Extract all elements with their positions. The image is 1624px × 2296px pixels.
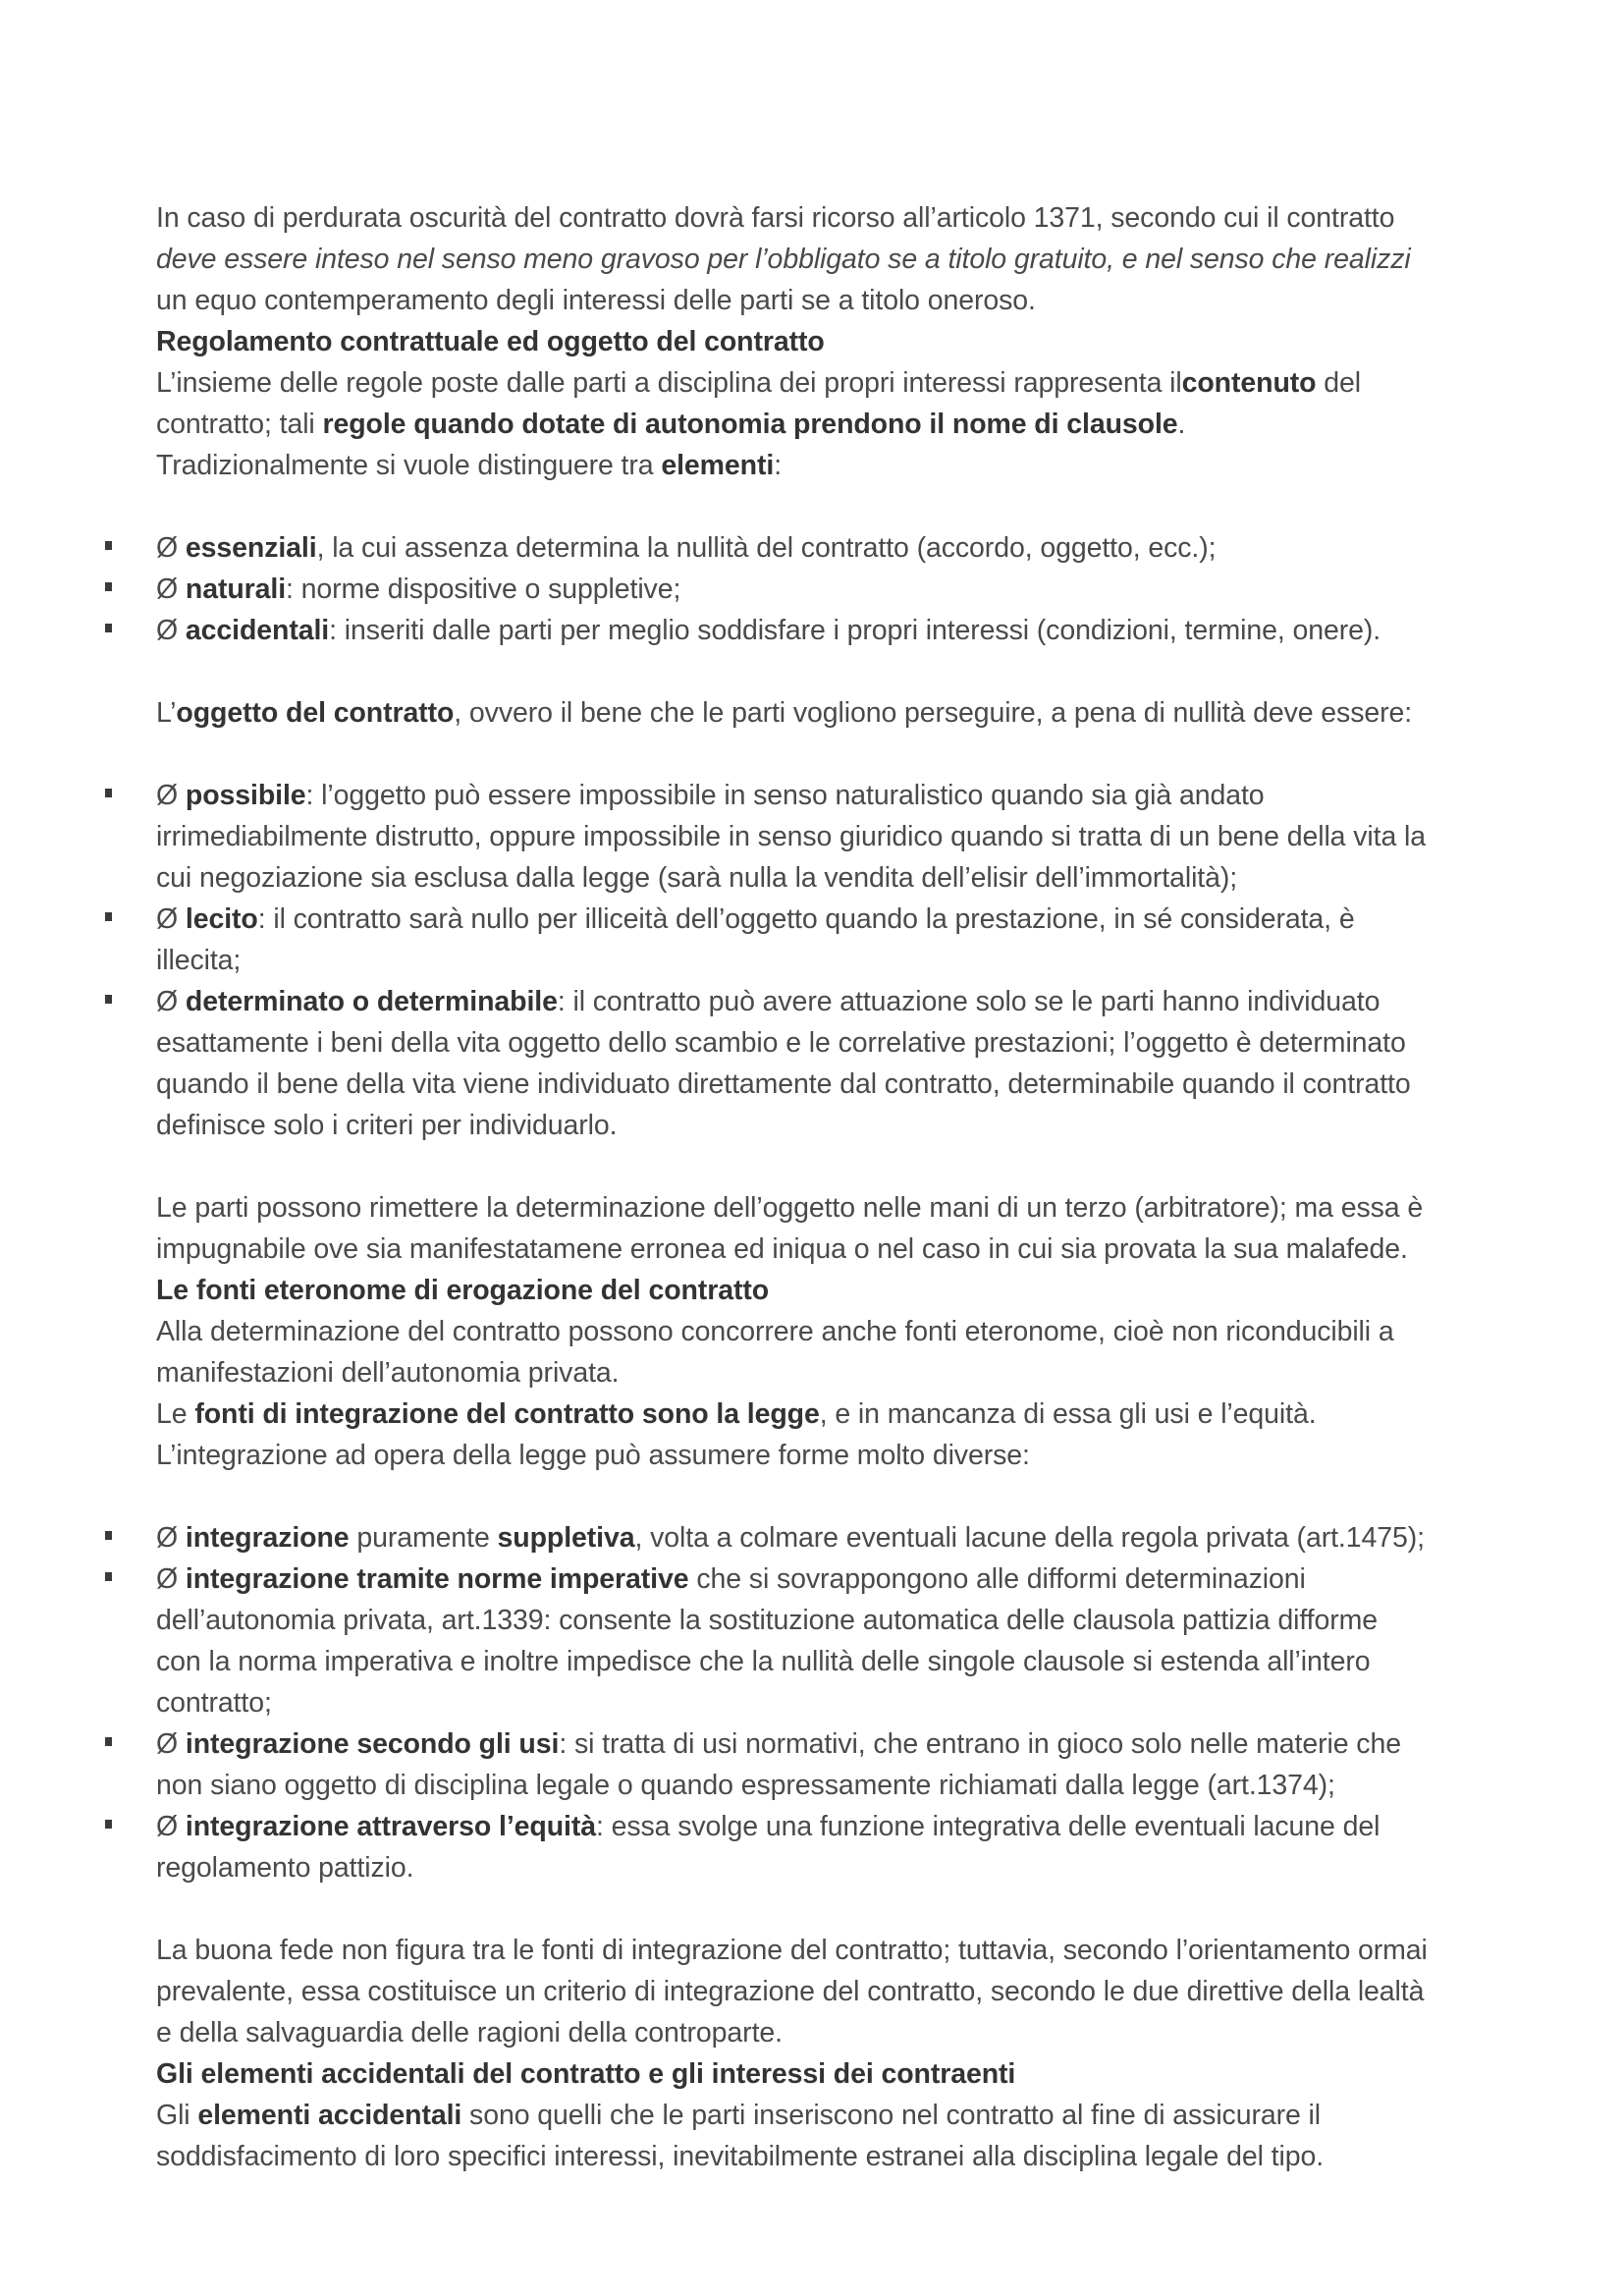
bold-term: elementi — [661, 450, 775, 481]
text: Tradizionalmente si vuole distinguere tra — [156, 450, 662, 481]
bold-term: regole quando dotate di autonomia prendono il nome di clausole — [322, 409, 1178, 440]
section-heading: Gli elementi accidentali del contratto e gli interessi dei contraenti — [156, 2058, 1016, 2090]
text: Le — [156, 1398, 195, 1430]
bullet-square-icon — [105, 624, 112, 632]
paragraph-line: Alla determinazione del contratto possono concorrere anche fonti eteronome, cioè non riconducibili a — [156, 1316, 1394, 1347]
list-item-continuation: contratto; — [156, 1687, 272, 1719]
text: Gli — [156, 2100, 198, 2131]
list-item-continuation: definisce solo i criteri per individuarlo. — [156, 1110, 618, 1141]
paragraph-line: un equo contemperamento degli interessi delle parti se a titolo oneroso. — [156, 285, 1036, 316]
bullet-square-icon — [105, 1572, 112, 1581]
text: : il contratto sarà nullo per illiceità dell’oggetto quando la prestazione, in sé considerata, è — [257, 903, 1355, 935]
paragraph-line: L’integrazione ad opera della legge può assumere forme molto diverse: — [156, 1440, 1030, 1471]
text: . — [1177, 409, 1186, 440]
paragraph-line: In caso di perdurata oscurità del contratto dovrà farsi ricorso all’articolo 1371, secondo cui il contratto — [156, 202, 1395, 234]
text: : norme dispositive o suppletive; — [286, 574, 681, 605]
list-item-continuation: non siano oggetto di disciplina legale o quando espressamente richiamati dalla legge (art.1374); — [156, 1770, 1335, 1801]
list-item-continuation: dell’autonomia privata, art.1339: consente la sostituzione automatica delle clausola pattizia difforme — [156, 1605, 1379, 1636]
bold-term: possibile — [185, 780, 306, 811]
section-heading: Le fonti eteronome di erogazione del contratto — [156, 1275, 770, 1306]
paragraph-line: Le parti possono rimettere la determinazione dell’oggetto nelle mani di un terzo (arbitratore); ma essa è — [156, 1192, 1424, 1224]
paragraph-line — [156, 1400, 1317, 1429]
bullet-square-icon — [105, 1737, 112, 1746]
text: puramente — [349, 1522, 498, 1554]
bullet-square-icon — [105, 1531, 112, 1540]
list-item — [156, 905, 1355, 934]
paragraph-line: e della salvaguardia delle ragioni della controparte. — [156, 2017, 783, 2049]
list-item-continuation: regolamento pattizio. — [156, 1852, 414, 1884]
bold-term: fonti di integrazione del contratto sono la legge — [194, 1398, 820, 1430]
bold-term: integrazione attraverso l’equità — [185, 1811, 596, 1842]
list-item-continuation: quando il bene della vita viene individuato direttamente dal contratto, determinabile quando il contratto — [156, 1068, 1411, 1100]
paragraph-line: prevalente, essa costituisce un criterio di integrazione del contratto, secondo le due direttive della lealtà — [156, 1976, 1425, 2007]
text: sono quelli che le parti inseriscono nel contratto al fine di assicurare il — [461, 2100, 1322, 2131]
bullet-square-icon — [105, 995, 112, 1004]
section-heading: Regolamento contrattuale ed oggetto del contratto — [156, 326, 825, 357]
text: : essa svolge una funzione integrativa delle eventuali lacune del — [595, 1811, 1380, 1842]
text: : — [774, 450, 783, 481]
paragraph-line — [156, 369, 1361, 398]
bold-term: accidentali — [185, 615, 330, 646]
paragraph-line-italic: deve essere inteso nel senso meno gravoso per l’obbligato se a titolo gratuito, e nel senso che realizzi — [156, 244, 1411, 275]
text: del — [1316, 367, 1362, 399]
list-item-continuation: con la norma imperativa e inoltre impedisce che la nullità delle singole clausole si estenda all’intero — [156, 1646, 1371, 1677]
arrow-symbol: Ø — [156, 780, 186, 811]
text: L’ — [156, 697, 177, 729]
list-item — [156, 782, 1265, 810]
bold-term: integrazione — [185, 1522, 350, 1554]
list-item-continuation: illecita; — [156, 945, 242, 976]
bold-term: determinato o determinabile — [185, 986, 558, 1017]
paragraph-line — [156, 410, 1185, 439]
list-item-continuation: esattamente i beni della vita oggetto dello scambio e le correlative prestazioni; l’oggetto è determinato — [156, 1027, 1406, 1059]
paragraph-line: soddisfacimento di loro specifici interessi, inevitabilmente estranei alla disciplina legale del tipo. — [156, 2141, 1325, 2172]
bullet-square-icon — [105, 912, 112, 921]
arrow-symbol: Ø — [156, 1811, 186, 1842]
paragraph-line — [156, 452, 782, 480]
paragraph-line: La buona fede non figura tra le fonti di integrazione del contratto; tuttavia, secondo l’orientamento ormai — [156, 1935, 1428, 1966]
bold-term: integrazione secondo gli usi — [185, 1728, 560, 1760]
arrow-symbol: Ø — [156, 1728, 186, 1760]
text: che si sovrappongono alle difformi determinazioni — [688, 1563, 1306, 1595]
bold-term: elementi accidentali — [197, 2100, 462, 2131]
bold-term: integrazione tramite norme imperative — [185, 1563, 689, 1595]
text: contratto; tali — [156, 409, 323, 440]
text: , volta a colmare eventuali lacune della regola privata (art.1475); — [634, 1522, 1425, 1554]
arrow-symbol: Ø — [156, 615, 186, 646]
list-item — [156, 575, 680, 604]
bold-term: lecito — [185, 903, 258, 935]
bullet-square-icon — [105, 582, 112, 591]
list-item — [156, 534, 1216, 563]
list-item — [156, 1565, 1306, 1594]
list-item — [156, 1813, 1380, 1841]
text: : il contratto può avere attuazione solo se le parti hanno individuato — [557, 986, 1380, 1017]
paragraph-line — [156, 2102, 1321, 2130]
text: : l’oggetto può essere impossibile in senso naturalistico quando sia già andato — [305, 780, 1265, 811]
list-item-continuation: irrimediabilmente distrutto, oppure impossibile in senso giuridico quando si tratta di un bene della vita la — [156, 821, 1427, 852]
arrow-symbol: Ø — [156, 986, 186, 1017]
text: , e in mancanza di essa gli usi e l’equità. — [819, 1398, 1317, 1430]
text: L’insieme delle regole poste dalle parti a disciplina dei propri interessi rappresenta il — [156, 367, 1182, 399]
bullet-square-icon — [105, 1820, 112, 1829]
list-item — [156, 1730, 1401, 1759]
bold-term: essenziali — [185, 532, 317, 564]
list-item-continuation: cui negoziazione sia esclusa dalla legge (sarà nulla la vendita dell’elisir dell’immortalità); — [156, 862, 1238, 894]
paragraph-line: manifestazioni dell’autonomia privata. — [156, 1357, 620, 1389]
list-item — [156, 1524, 1425, 1553]
bold-term: suppletiva — [497, 1522, 635, 1554]
arrow-symbol: Ø — [156, 903, 186, 935]
list-item — [156, 988, 1380, 1016]
list-item — [156, 617, 1380, 645]
bullet-square-icon — [105, 541, 112, 550]
text: : si tratta di usi normativi, che entrano in gioco solo nelle materie che — [559, 1728, 1401, 1760]
arrow-symbol: Ø — [156, 574, 186, 605]
bold-term: naturali — [185, 574, 287, 605]
paragraph-line — [156, 699, 1412, 728]
arrow-symbol: Ø — [156, 1522, 186, 1554]
arrow-symbol: Ø — [156, 532, 186, 564]
text: : inseriti dalle parti per meglio soddisfare i propri interessi (condizioni, termine, onere). — [329, 615, 1381, 646]
text: , la cui assenza determina la nullità del contratto (accordo, oggetto, ecc.); — [316, 532, 1217, 564]
bullet-square-icon — [105, 789, 112, 797]
paragraph-line: impugnabile ove sia manifestatamene erronea ed iniqua o nel caso in cui sia provata la sua malafede. — [156, 1233, 1408, 1265]
arrow-symbol: Ø — [156, 1563, 186, 1595]
bold-term: oggetto del contratto — [176, 697, 455, 729]
bold-term: contenuto — [1181, 367, 1317, 399]
text: , ovvero il bene che le parti vogliono perseguire, a pena di nullità deve essere: — [454, 697, 1413, 729]
